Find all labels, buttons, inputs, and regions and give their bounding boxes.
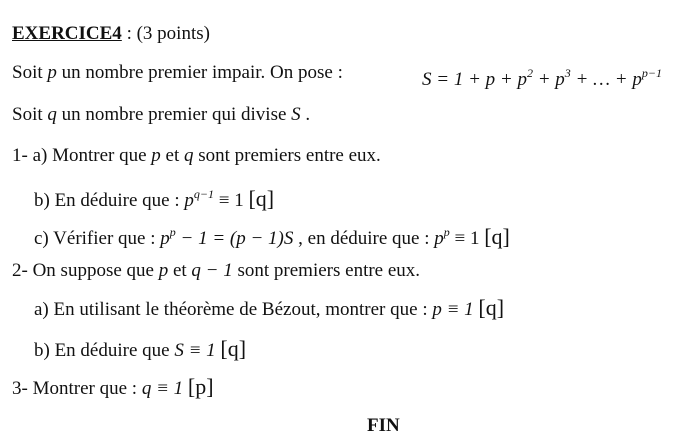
modulo-p: [p] <box>187 374 214 399</box>
modulo-q: [q] <box>248 186 275 211</box>
congruence-expr: p ≡ 1 <box>432 299 479 320</box>
q2-a-text: a) En utilisant le théorème de Bézout, montrer que : <box>34 299 433 320</box>
exp-2: 2 <box>526 66 533 80</box>
q1-c-text: c) Vérifier que : <box>34 228 161 249</box>
q2-text: 2- On suppose que <box>12 260 159 281</box>
var-q: q <box>47 104 57 125</box>
var-p: p <box>47 62 57 83</box>
q1-a-rest: sont premiers entre eux. <box>193 145 381 166</box>
exp-p: p <box>169 225 176 239</box>
intro-end: . <box>300 104 311 125</box>
exercise-points: : (3 points) <box>121 23 210 44</box>
exp-3: 3 <box>564 66 571 80</box>
var-q: q <box>184 145 194 166</box>
fin-label: FIN <box>367 415 400 436</box>
base-p: p <box>184 190 194 211</box>
intro-text-2-rest: un nombre premier qui divise <box>56 104 292 125</box>
intro-text: Soit <box>12 62 48 83</box>
congruence-expr: q ≡ 1 <box>141 378 188 399</box>
sum-term-n: + … + p <box>570 69 642 90</box>
base-p: p <box>160 228 170 249</box>
intro-text-2: Soit <box>12 104 48 125</box>
q1-c <box>34 220 510 251</box>
congruence: ≡ 1 <box>449 228 485 249</box>
sum-term-3: + p <box>532 69 565 90</box>
exercise-title: EXERCICE4 <box>12 23 122 44</box>
identity-expr: − 1 = (p − 1)S <box>175 228 294 249</box>
q1-a-text: 1- a) Montrer que <box>12 145 152 166</box>
q1-and: et <box>160 145 184 166</box>
var-p: p <box>151 145 161 166</box>
sum-definition <box>422 61 662 92</box>
var-S: S <box>291 104 301 125</box>
q2-rest: sont premiers entre eux. <box>232 260 421 281</box>
q2-and: et <box>168 260 192 281</box>
q1-a <box>12 144 381 168</box>
q2-a <box>34 296 504 322</box>
sum-lhs: S = 1 + p + p <box>422 69 527 90</box>
q1-b-text: b) En déduire que : <box>34 190 185 211</box>
modulo-q: [q] <box>484 224 510 249</box>
intro-text-rest: un nombre premier impair. On pose : <box>56 62 343 83</box>
modulo-q: [q] <box>478 295 505 320</box>
q2 <box>12 259 420 283</box>
exercise-header <box>12 22 210 46</box>
q3-text: 3- Montrer que : <box>12 378 142 399</box>
intro-line-2 <box>12 103 310 127</box>
var-q-minus-1: q − 1 <box>191 260 233 281</box>
q2-b-text: b) En déduire que <box>34 340 175 361</box>
q1-b <box>34 182 274 213</box>
q1-c-mid: , en déduire que : <box>293 228 435 249</box>
congruence: ≡ 1 <box>213 190 249 211</box>
q2-b <box>34 337 246 363</box>
exp-p-minus-1: p−1 <box>641 66 662 80</box>
modulo-q: [q] <box>220 336 247 361</box>
base-p-2: p <box>434 228 444 249</box>
exp-p-2: p <box>443 225 450 239</box>
congruence-expr: S ≡ 1 <box>174 340 221 361</box>
var-p: p <box>158 260 169 281</box>
exp-q-minus-1: q−1 <box>193 187 214 201</box>
intro-line-1 <box>12 61 343 85</box>
q3 <box>12 375 214 401</box>
